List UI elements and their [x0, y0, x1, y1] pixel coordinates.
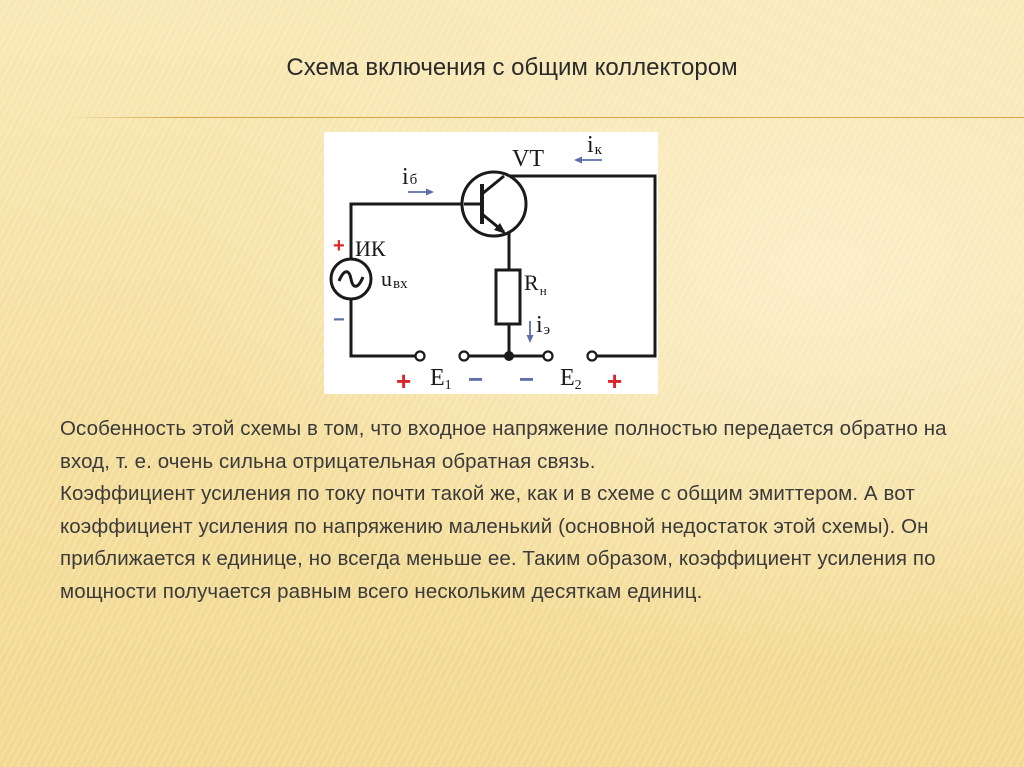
e2-plus-sign: + — [607, 366, 623, 394]
e2-minus-sign: − — [519, 364, 535, 394]
rn-label: $R_н$ — [524, 270, 547, 298]
terminal-e2-plus — [588, 352, 597, 361]
paragraph-gain: Коэффициент усиления по току почти такой же, как и в схеме с общим эмиттером. А вот коэффициент усиления по напряжению маленький (основной недостаток этой схемы). Он приближается к единице, но всегда меньше ее. Таким образом, коэффициент усиления по мощности получается равным всего нескольким десяткам единиц. — [60, 482, 936, 603]
uvx-label: uвх — [381, 266, 408, 292]
slide-title: Схема включения с общим коллектором — [286, 54, 738, 81]
source-plus-sign: + — [333, 235, 345, 257]
load-resistor — [496, 270, 520, 324]
ik-label: iк — [587, 132, 602, 158]
transistor-symbol — [462, 172, 526, 236]
emitter-wire — [502, 232, 509, 270]
ib-label: iб — [402, 164, 418, 190]
paragraph-feedback: Особенность этой схемы в том, что входное напряжение полностью передается обратно на вход, т. е. очень сильна отрицательная обратная связь. — [60, 417, 947, 473]
e1-label: E1 — [430, 365, 452, 393]
body-text — [60, 413, 960, 609]
ie-label: iэ — [536, 312, 551, 338]
terminal-e1-minus — [460, 352, 469, 361]
transistor-label: VT — [512, 146, 544, 172]
terminal-e1-plus — [416, 352, 425, 361]
source-label: ИК — [355, 236, 386, 261]
ac-source-symbol — [331, 259, 371, 299]
e1-minus-sign: − — [468, 364, 484, 394]
junction-dot — [504, 351, 514, 361]
source-return-wire — [351, 298, 416, 356]
source-minus-sign: − — [333, 309, 345, 331]
title-divider — [62, 117, 1024, 118]
e2-label: E2 — [560, 365, 582, 393]
e1-plus-sign: + — [396, 366, 412, 394]
terminal-e2-minus — [544, 352, 553, 361]
circuit-diagram — [324, 132, 658, 394]
